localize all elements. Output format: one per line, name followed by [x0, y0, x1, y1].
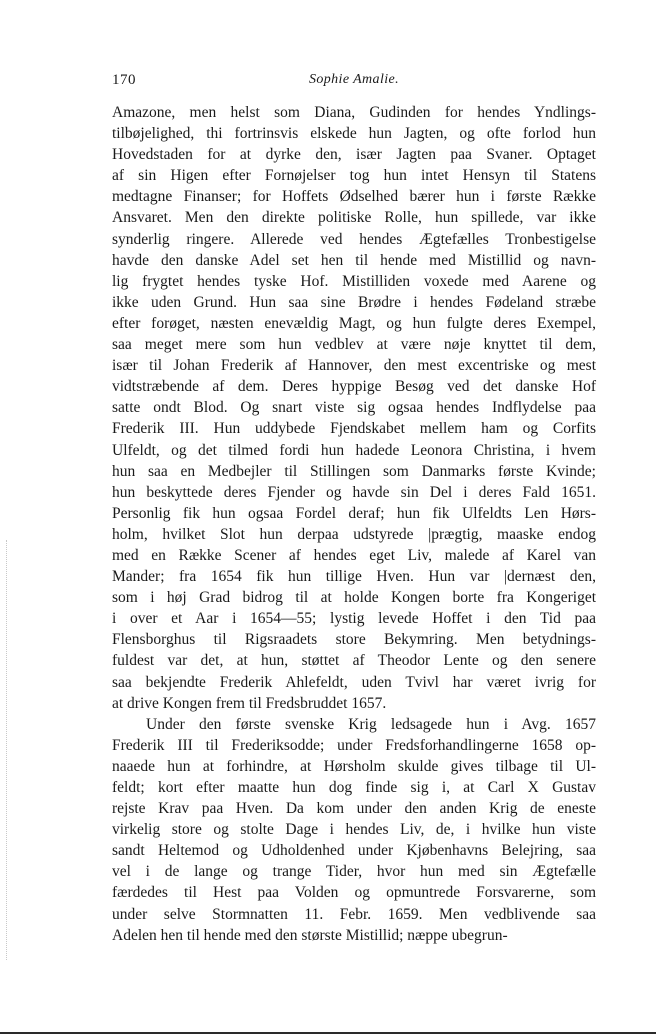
text-line: af sin Higen efter Fornøjelser tog hun intet Hensyn til Statens: [112, 167, 596, 185]
page-header: [112, 72, 596, 92]
bottom-rule: [0, 1032, 656, 1034]
text-line: Hovedstaden for at dyrke den, især Jagten paa Svaner. Optaget: [112, 146, 596, 164]
text-line: som i høj Grad bidrog til at holde Kongen borte fra Kongeriget: [112, 589, 596, 607]
text-line: efter forøget, næsten enevældig Magt, og hun fulgte deres Exempel,: [112, 314, 596, 332]
text-line: at drive Kongen frem til Fredsbruddet 1657.: [112, 694, 387, 712]
text-line: Flensborghus til Rigsraadets store Bekymring. Men betydnings-: [112, 631, 596, 649]
text-line: Adelen hen til hende med den største Mistillid; næppe ubegrun-: [112, 926, 508, 944]
text-line: virkelig store og stolte Dage i hendes Liv, de, i hvilke hun viste: [112, 821, 596, 839]
text-line: fuldest var det, at hun, støttet af Theodor Lente og den senere: [112, 652, 596, 670]
text-line: Personlig fik hun ogsaa Fordel deraf; hun fik Ulfeldts Len Hørs-: [112, 504, 596, 522]
text-line: hun beskyttede deres Fjender og havde sin Del i deres Fald 1651.: [112, 483, 596, 501]
text-line: medtagne Finanser; for Hoffets Ødselhed bærer hun i første Række: [112, 188, 596, 206]
text-line: synderlig ringere. Allerede ved hendes Ægtefælles Tronbestigelse: [112, 230, 596, 248]
text-line: hun saa en Medbejler til Stillingen som Danmarks første Kvinde;: [112, 462, 596, 480]
text-line: i over et Aar i 1654—55; lystig levede Hoffet i den Tid paa: [112, 610, 596, 628]
text-line: Frederik III til Frederiksodde; under Fredsforhandlingerne 1658 op-: [112, 736, 596, 754]
text-line: Mander; fra 1654 fik hun tillige Hven. Hun var |dernæst den,: [112, 568, 596, 586]
text-line: lig frygtet hendes tyske Hof. Mistilliden voxede med Aarene og: [112, 272, 596, 290]
text-line: Frederik III. Hun uddybede Fjendskabet mellem ham og Corfits: [112, 420, 596, 438]
text-line: ikke uden Grund. Hun saa sine Brødre i hendes Fødeland stræbe: [112, 293, 596, 311]
text-line: holm, hvilket Slot hun derpaa udstyrede |prægtig, maaske endog: [112, 525, 596, 543]
text-line: Ansvaret. Men den direkte politiske Rolle, hun spillede, var ikke: [112, 209, 596, 227]
text-line: feldt; kort efter maatte hun dog finde sig i, at Carl X Gustav: [112, 779, 596, 796]
text-line: rejste Krav paa Hven. Da kom under den anden Krig de eneste: [112, 800, 596, 818]
page-number: 170: [112, 72, 136, 88]
running-head: Sophie Amalie.: [308, 72, 400, 87]
text-line: Amazone, men helst som Diana, Gudinden for hendes Yndlings-: [112, 104, 596, 121]
text-line: satte ondt Blod. Og snart viste sig ogsaa hendes Indflydelse paa: [112, 399, 596, 417]
text-line: saa meget mere som hun vedblev at være nøje knyttet til dem,: [112, 336, 596, 354]
text-line: sandt Heltemod og Udholdenhed under Kjøbenhavns Belejring, saa: [112, 842, 596, 860]
text-line: naaede hun at forhindre, at Hørsholm skulde gives tilbage til Ul-: [112, 757, 596, 775]
page-edge-mark: [6, 540, 8, 960]
paragraph: [112, 102, 596, 714]
paragraph: [112, 714, 596, 946]
text-line: havde den danske Adel set hen til hende med Mistillid og navn-: [112, 251, 596, 269]
text-line: Ulfeldt, og det tilmed fordi hun hadede Leonora Christina, i hvem: [112, 441, 596, 459]
text-line: især til Johan Frederik af Hannover, den mest excentriske og mest: [112, 357, 596, 375]
text-line: færdedes til Hest paa Volden og opmuntrede Forsvarerne, som: [112, 884, 596, 902]
text-line: Under den første svenske Krig ledsagede hun i Avg. 1657: [146, 715, 596, 733]
text-line: saa bekjendte Frederik Ahlefeldt, uden Tvivl har været ivrig for: [112, 673, 596, 691]
text-line: under selve Stormnatten 11. Febr. 1659. Men vedblivende saa: [112, 905, 596, 923]
text-line: vidtstræbende af dem. Deres hyppige Besøg ved det danske Hof: [112, 378, 596, 396]
text-line: vel i de lange og trange Tider, hvor hun med sin Ægtefælle: [112, 863, 596, 881]
body-text: [112, 102, 596, 946]
text-line: med en Række Scener af hendes eget Liv, malede af Karel van: [112, 546, 596, 564]
text-line: tilbøjelighed, thi fortrinsvis elskede hun Jagten, og ofte forlod hun: [112, 125, 596, 143]
